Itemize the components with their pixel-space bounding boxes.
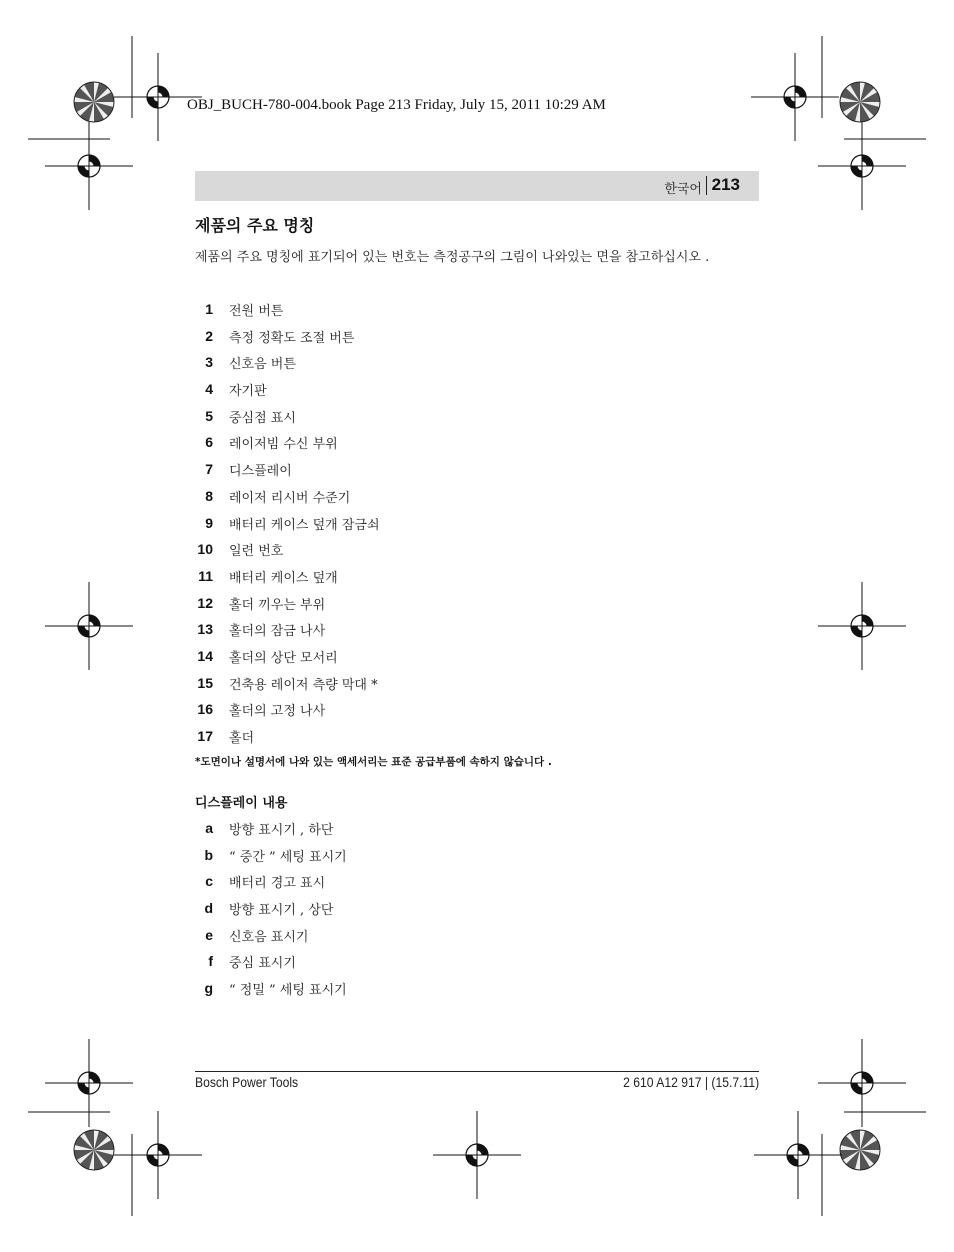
header-language: 한국어 [664, 182, 702, 197]
component-item [195, 457, 759, 484]
registration-star-icon [840, 1130, 880, 1170]
registration-star-icon [74, 1130, 114, 1170]
footer-rule [195, 1071, 759, 1072]
component-item [195, 644, 759, 671]
component-item-key: 8 [205, 487, 213, 504]
component-item-key: 1 [205, 301, 213, 317]
component-item [195, 511, 759, 538]
component-item-label: 전원 버튼 [229, 304, 284, 319]
component-item [195, 484, 759, 511]
component-item-key: 4 [205, 381, 213, 398]
display-item-label: 배터리 경고 표시 [229, 876, 326, 892]
display-item-key: f [208, 953, 213, 970]
registration-target-icon [751, 53, 839, 141]
display-item-key: b [204, 846, 213, 863]
component-item-key: 9 [205, 514, 213, 531]
registration-target-icon [818, 582, 906, 670]
component-item [195, 297, 759, 324]
intro-paragraph: 제품의 주요 명칭에 표기되어 있는 번호는 측정공구의 그림이 나와있는 면을 참고하십시오 . [195, 250, 710, 265]
component-item-key: 14 [197, 647, 213, 664]
display-item-label: “ 중간 ” 세팅 표시기 [229, 849, 347, 865]
page-header [195, 171, 759, 201]
registration-star-icon [74, 82, 114, 122]
display-item-label: 신호음 표시기 [229, 929, 309, 945]
component-item-label: 홀더 [229, 731, 255, 746]
component-item-label: 건축용 레이저 측량 막대 * [229, 677, 378, 693]
component-item [195, 591, 759, 618]
display-item-label: 방향 표시기 , 상단 [229, 903, 334, 919]
registration-target-icon [818, 1039, 906, 1127]
registration-target-icon [433, 1111, 521, 1199]
registration-target-icon [45, 122, 133, 210]
footer-brand: Bosch Power Tools [195, 1075, 299, 1090]
display-item [195, 896, 759, 923]
component-item-label: 레이저 리시버 수준기 [229, 490, 351, 506]
component-item-label: 배터리 케이스 덮개 [229, 570, 338, 586]
component-item-label: 중심점 표시 [229, 410, 296, 426]
registration-target-icon [754, 1111, 842, 1199]
display-item-key: e [205, 926, 213, 943]
component-item-label: 자기판 [229, 384, 267, 400]
registration-target-icon [818, 122, 906, 210]
display-item [195, 976, 759, 1003]
component-item-key: 17 [197, 728, 213, 744]
display-item-key: g [204, 980, 213, 997]
section-title: 제품의 주요 명칭 [195, 216, 315, 235]
component-item-key: 6 [205, 434, 213, 451]
component-item-label: 홀더의 상단 모서리 [229, 650, 338, 666]
component-item-label: 홀더의 잠금 나사 [229, 624, 326, 640]
component-item-key: 13 [197, 621, 213, 638]
component-item [195, 377, 759, 404]
component-item [195, 430, 759, 457]
display-item [195, 949, 759, 976]
display-item-label: “ 정밀 ” 세팅 표시기 [229, 983, 347, 999]
component-item-key: 7 [205, 461, 213, 478]
registration-target-icon [45, 1039, 133, 1127]
display-item [195, 869, 759, 896]
registration-target-icon [45, 582, 133, 670]
display-item [195, 816, 759, 843]
display-section-title: 디스플레이 내용 [195, 796, 288, 811]
display-item [195, 843, 759, 870]
page-number: 213 [711, 175, 740, 194]
component-item-label: 홀더의 고정 나사 [229, 704, 326, 720]
component-item-key: 15 [197, 674, 213, 691]
component-item [195, 671, 759, 698]
component-item-label: 일련 번호 [229, 544, 284, 560]
component-item-key: 5 [205, 407, 213, 424]
component-item [195, 537, 759, 564]
component-item [195, 350, 759, 377]
display-item-key: c [205, 873, 213, 890]
component-item-label: 홀더 끼우는 부위 [229, 597, 326, 613]
registration-target-icon [114, 1111, 202, 1199]
component-item [195, 617, 759, 644]
print-slug-line: OBJ_BUCH-780-004.book Page 213 Friday, July 15, 2011 10:29 AM [187, 97, 606, 113]
component-item-label: 신호음 버튼 [229, 357, 296, 373]
component-item [195, 564, 759, 591]
component-item [195, 697, 759, 724]
component-item-key: 16 [197, 701, 213, 718]
footnote: *도면이나 설명서에 나와 있는 액세서리는 표준 공급부품에 속하지 않습니다 . [195, 756, 552, 768]
footer-doc-number: 2 610 A12 917 | (15.7.11) [622, 1075, 759, 1090]
component-item-key: 12 [197, 594, 213, 611]
component-list [195, 297, 759, 751]
component-item-label: 배터리 케이스 덮개 잠금쇠 [229, 517, 380, 533]
component-item [195, 324, 759, 351]
component-item-key: 2 [205, 327, 213, 344]
registration-star-icon [840, 82, 880, 122]
header-separator [706, 176, 708, 195]
display-item-label: 중심 표시기 [229, 956, 296, 972]
component-item-key: 3 [205, 354, 213, 371]
display-item-label: 방향 표시기 , 하단 [229, 823, 334, 838]
component-item [195, 724, 759, 751]
display-item-key: d [204, 900, 213, 917]
component-item-label: 레이저빔 수신 부위 [229, 437, 338, 453]
component-item-label: 측정 정확도 조절 버튼 [229, 330, 355, 346]
display-item-list [195, 816, 759, 1003]
display-item [195, 923, 759, 950]
component-item [195, 404, 759, 431]
component-item-label: 디스플레이 [229, 464, 292, 480]
component-item-key: 11 [198, 567, 213, 584]
component-item-key: 10 [197, 541, 213, 558]
display-item-key: a [205, 820, 213, 836]
